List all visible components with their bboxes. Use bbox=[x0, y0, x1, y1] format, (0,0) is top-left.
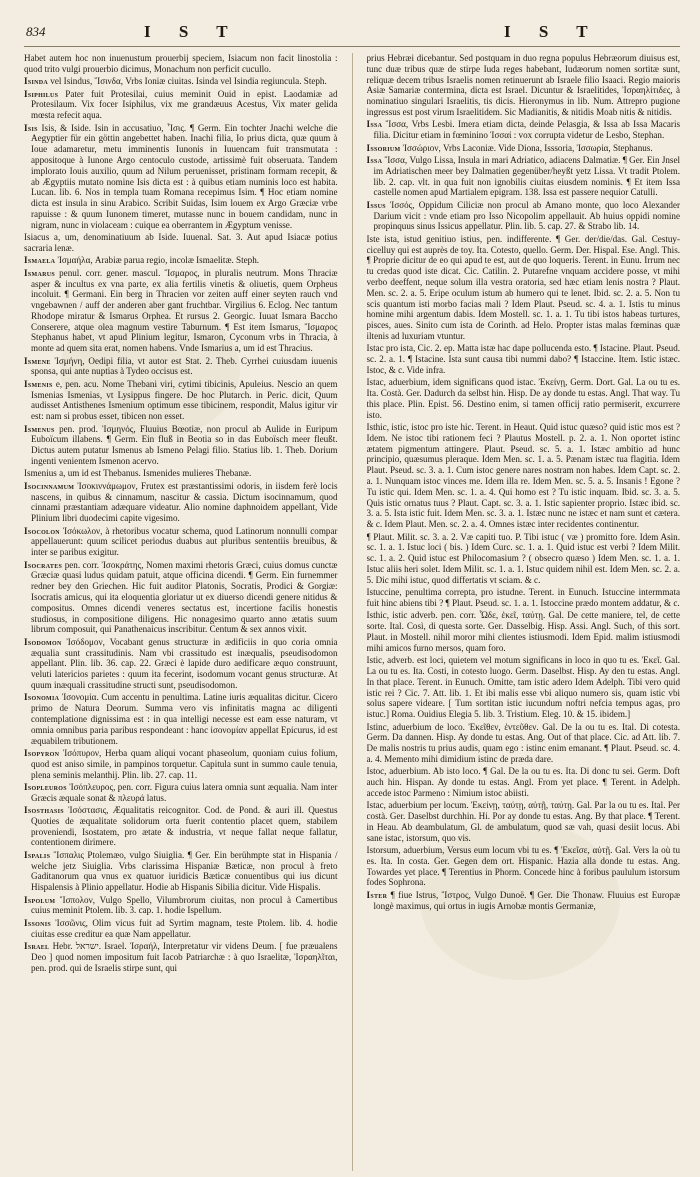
entry-headword: Isocolon bbox=[24, 525, 60, 536]
entry-text: Ἰσόδομον, Vocabant genus structuræ in ædificiis in quo coria omnia æqualia sunt crassitudinis. Nam vbi crassitudo est inæqualis, pseudisodomon appellant. Plin. lib. 36. cap. 22. Græci è lapide duro aedificare æquo construunt, veluti latericios parietes : quum ita fecerint, isodomum vocant genus structuræ. At quum inæquali crassitudine structi sunt, pseudisodomon. bbox=[31, 636, 338, 690]
dictionary-entry bbox=[24, 89, 338, 121]
entry-text: Istinc, aduerbium de loco. Ἐκεῖθεν, ἐντεῦθεν. Gal. De la ou tu es. Ital. Di cotesta. Germ. Da dannen. Hisp. Ay donde tu estas. Ang. Out of that place. Cic. ad Att. lib. 7. De malis nostris tu prius audis, quam ego : istinc enim emanant. ¶ Plaut. Pseud. sc. 4. a. 4. Memento mihi dimidium istinc de præda dare. bbox=[366, 721, 681, 764]
dictionary-entry bbox=[24, 356, 338, 378]
dictionary-entry bbox=[367, 845, 681, 888]
entry-text: Ἴσσα, Vulgo Lissa, Insula in mari Adriatico, adiacens Dalmatiæ. ¶ Ger. Ein Jnsel im Adriatischen meer bey Dalmatien gegenüber/heyßt yetz Lissa. Vt tradit Ptolem. lib. 2. cap. vlt. in qua fuit non ignobilis ciuitas eiusdem nominis. ¶ Et item Issa castelle nomen apud Martialem epigram. 138. Issa est passere nequior Catulli. bbox=[373, 154, 681, 198]
entry-text: Ἰσσός, Oppidum Ciliciæ non procul ab Amano monte, quo loco Alexander Darium vicit : vnde etiam pro Isso Nicopolim appellauit. Ab huius oppidi nomine propinquus sinus Issicus appellatur. Plin. lib. 5. cap. 27. & Strabo lib. 14. bbox=[373, 199, 681, 232]
entry-headword: Isocinnamum bbox=[24, 480, 75, 491]
entry-text: vel Isindus, Ἴσινδα, Vrbs Ioniæ ciuitas. Isinda vel Isindia regiuncula. Steph. bbox=[50, 76, 327, 87]
dictionary-entry bbox=[24, 424, 338, 467]
dictionary-entry bbox=[367, 119, 681, 141]
entry-headword: Isocrates bbox=[24, 559, 63, 570]
entry-text: Ἰσσώριον, Vrbs Laconiæ. Vide Diona, Isssoria, Ἰσσωρία, Stephanus. bbox=[402, 142, 653, 153]
dictionary-entry bbox=[24, 526, 338, 558]
entry-text: Ἰσόπυρον, Herba quam aliqui vocant phaseolum, quoniam cuius folium, quod est aniso simile, in pampinos torquetur. Capitula sunt in summo caule tenuia, plena seminis melanthij. Plin. lib. 27. cap. 11. bbox=[31, 747, 338, 780]
entry-headword: Isinda bbox=[24, 76, 49, 87]
entry-text: ¶ fiue Istrus, Ἴστρος, Vulgo Dunoë. ¶ Ger. Die Thonaw. Fluuius est Europæ longè maximus, qui ortus in iugis Arnobæ montis Germaniæ, bbox=[373, 889, 681, 911]
right-column bbox=[367, 53, 681, 1171]
entry-headword: Ister bbox=[366, 889, 388, 900]
entry-headword: Ismenis bbox=[24, 378, 53, 389]
entry-headword: Issus bbox=[366, 199, 386, 210]
running-title-right: I S T bbox=[504, 22, 600, 41]
entry-text: Iste ista, istud genitiuo istius, pen. indifferente. ¶ Ger. der/die/das. Gal. Cestuy-cicelluy qui est auprès de toy. Ita. Cotesto, quello. Germ. Der. Hispal. Ese. Angl. This. ¶ Proprie dicitur de eo qui apud te est, aut de quo loqueris. Terent. in Eunu. Irrum nec tu credas quod iste dicat. Cic. Catilin. 2. Putarefne vnquam accidere posse, vt mihi verbo deeffent, neque solum illa vestra oratoria, sed hæc etiam lenis nostra ? Plaut. Men. sc. 2. a. 5. Eripe oculum istum ab humero qui te lenet. Ibid. sc. 2. a. 5. Non tu scis quantum isti morbo facias mali ? Idem Plaut. Pseud. sc. 4. a. 1. Istis tu minus homine mihi argentum dabis. Idem Mostell. sc. 1. a. 1. Tu tibi istos habeas turtures, pisces, aues. Sinito cum ista de Corinth. ad Helo. Propter istas malas fœminas quæ iltenis ad luxuriam vtuntur. bbox=[366, 233, 681, 341]
entry-text: Istac, aduerbium, idem significans quod istac. Ἐκείνῃ, Germ. Dort. Gal. La ou tu es. Ita. Costà. Ger. Dadurch da selbst hin. Hisp. De ay donde tu estas. Angl. That way. Tu this place. Plin. Epist. 56. Destino enim, si tamen officij ratio permiserit, excurrere isto. bbox=[366, 377, 681, 420]
dictionary-entry bbox=[24, 232, 338, 254]
entry-headword: Issorium bbox=[366, 142, 401, 153]
dictionary-entry bbox=[24, 53, 338, 75]
dictionary-entry bbox=[24, 895, 338, 917]
dictionary-entry bbox=[24, 637, 338, 691]
text-columns bbox=[24, 53, 680, 1171]
entry-text: e, pen. acu. Nome Thebani viri, cytimi tibicinis, Apuleius. Nescio an quem Ismenias Ismenias, vt Lysippus fingere. De hoc Plutarch. in Peric. dicit, Quum audisset Antisthenes Ismenium optimum esse tibicinem, respondit, Malus igitur vir est: nam si probus esset, tibicen non esset. bbox=[31, 378, 338, 422]
dictionary-entry bbox=[367, 800, 681, 843]
dictionary-entry bbox=[24, 379, 338, 422]
column-fade bbox=[24, 1155, 338, 1171]
dictionary-entry bbox=[367, 234, 681, 342]
entry-headword: Ismenus bbox=[24, 423, 55, 434]
entry-headword: Issa bbox=[366, 119, 383, 130]
entry-text: prius Hebræi dicebantur. Sed postquam in duo regna populus Hebræorum diuisus est, tunc duæ tribus quæ de stirpe Iuda reges habebant, Iudæorum nomen sortitæ sunt, reliquæ decem tribus Israelis nomen retinuerunt ab Israele filio Isaaci. Regio maioris Asiæ Samariæ contermina, dicta est Israel. Dicuntur & Israelitides, Ἰσραηλίτιδες, à nominatiuo singulari Israelitis, tis dicis. Hieronymus in lib. Num. Attrepro pugione ingressus est post virum Israelitidem. Sic Madianitis, & nitidis Moab nitis & nitidis. bbox=[366, 53, 681, 117]
dictionary-entry bbox=[24, 468, 338, 479]
dictionary-entry bbox=[367, 722, 681, 765]
entry-headword: Isonomia bbox=[24, 692, 60, 703]
dictionary-entry bbox=[367, 532, 681, 586]
entry-text: Istac pro ista, Cic. 2. ep. Matta istæ hac dape pollucenda esto. ¶ Istacine. Plaut. Pseud. sc. 2. a. 1. ¶ Istacine. Ista sunt causa tibi nummi dabo? ¶ Istaccine. Item. Istic istæc. Istoc, & c. Vide infra. bbox=[366, 343, 681, 375]
dictionary-entry bbox=[24, 941, 338, 973]
dictionary-entry bbox=[24, 850, 338, 893]
dictionary-entry bbox=[367, 377, 681, 420]
entry-text: pen. corr. Ἰσοκράτης, Nomen maximi rhetoris Græci, cuius domus cunctæ Græciæ quasi ludus quidam patuit, atque officina dicendi. ¶ Germ. Ein furnemmer redner bey den Griechen. Hic fuit auditor Platonis, Socratis, Prodici & Gorgiæ: Isocratis amicus, qui ita eloquentia gloriatur ut ex diuerso dicendi genere nitidus & compositus. Omnes dicendi veneres sectatus est, incertione facilis honestis studiosus, in compositione diligens. Hic nonagesimo quarto anno ætatis suum librum composuit, qui Panathenaicus inscribitur. Centum & sex annos vixit. bbox=[31, 559, 338, 635]
running-head bbox=[24, 22, 680, 47]
dictionary-entry bbox=[24, 481, 338, 524]
dictionary-entry bbox=[24, 268, 338, 354]
entry-text: Ἰσσῶνις, Olim vicus fuit ad Syrtim magnam, teste Ptolem. lib. 4. hodie ciuitas esse creditur ea quæ Nam appellatur. bbox=[31, 917, 338, 939]
entry-text: Istorsum, aduerbium, Versus eum locum vbi tu es. ¶ Ἐκεῖσε, αὐτῇ. Gal. Vers la où tu es. Ita. In costa. Ger. Gegen dem ort. Hispanic. Hazia alla donde tu estas. Ang. Towardes yet place. ¶ Terentius in Phorm. Concede hinc à foribus paululum istorsum fodes Sophrona. bbox=[366, 845, 681, 888]
entry-text: Isiacus a, um, denominatiuum ab Iside. Iuuenal. Sat. 3. Aut apud Isiacæ potius sacraria lenæ. bbox=[24, 232, 338, 253]
running-title-left: I S T bbox=[144, 22, 240, 41]
entry-text: ¶ Plaut. Milit. sc. 3. a. 2. Væ capiti tuo. P. Tibi istuc ( væ ) promitto fore. Idem Asin. sc. 1. a. 1. Istuc loci ( bis. ) Idem Curc. sc. 1. a. 1. Quid istuc est verbi ? Idem Milit. sc. 1. a. 2. Quid istuc est Philocomasium ? ( obsecro quæso ) Idem Men. sc. 1. a. 1. Istuc aliis heri solet. Idem Milit. sc. 1. a. 1. Istuc quidem nihil est. Idem Men. sc. 2. a. 5. Dic mihi istuc, quod differtatis vt sciam. & c. bbox=[366, 531, 681, 585]
dictionary-entry bbox=[367, 143, 681, 154]
entry-text: Ἰσονομία. Cum accentu in penultima. Latine iuris æqualitas dicitur. Cicero primo de Natura Deorum. Summa vero vis infinitatis magna ac diligenti contemplatione dignissima est : in qua intelligi necesse est eam esse naturam, vt omnia omnibus paria paribus respondeant : hanc ἰσονομίαν appellat Epicurus, id est æquabilem tributionem. bbox=[31, 692, 338, 746]
entry-headword: Ismene bbox=[24, 355, 51, 366]
entry-text: Pater fuit Protesilai, cuius meminit Ouid in epist. Laodamiæ ad Protesilaum. Vix focer Isiphilus, vix me grandæuus Acestus, Vix mater gelida mœsta refecit aqua. bbox=[31, 88, 338, 121]
dictionary-entry bbox=[24, 123, 338, 231]
dictionary-entry bbox=[367, 53, 681, 118]
entry-headword: Israel bbox=[24, 941, 50, 952]
entry-headword: Ispolum bbox=[24, 894, 56, 905]
entry-text: Isis, & Iside. Isin in accusatiuo, Ἶσις. ¶ Germ. Ein tochter Jnachi welche die Aegyptier für ein göttin angebettet haben. Inachi filia, Io prius dicta, quæ quum à Ioue adamaretur, metu imminentis Iunonis in Iuuencam fuit transmutata : appositoque à Iunone Argo centoculo custode, artissimè fuit obseruata. Tandem implorato Iouis auxilio, quum ad Nilum peruenisset, pristinam formam recepit, & ab Ægyptiis mutato nomine Isis dicta est : à quibus etiam numinis loco est habita. Lucan. lib. 6. Nos in templa tuam Romana recepimus Isim. ¶ Hoc etiam nomine dicta est insula in sinu Arabico. Scribit Suidas, Isim louem ex Argo Græciæ vrbe rapuisse : & quum Iunonem timeret, mutasse nunc in bouem candidam, nunc in nigram, nunc in violaceam : cuique ea oberrantem in Ægyptum venisse. bbox=[31, 122, 338, 230]
entry-text: Habet autem hoc non inuenustum prouerbij speciem, Isiacum non facit linostolia : quod trito vulgi prouerbio dicimus, Monachum non perficit cucullo. bbox=[24, 53, 338, 74]
dictionary-entry bbox=[24, 805, 338, 848]
entry-headword: Isosthasis bbox=[24, 805, 64, 816]
column-fade bbox=[367, 1155, 681, 1171]
entry-text: Istac, aduerbium per locum. Ἐκείνῃ, ταύτῃ, αὐτῇ, ταύτῃ. Gal. Par la ou tu es. Ital. Per costà. Ger. Daselbst durchhin. Hi. Por ay donde tu estas. Ang. By that place. ¶ Terent. in Heau. Ab deambulatum, Gl. de ambulatum, quod sæ vah, quasi desiit locus. Abi sane istac, istorsum, quo vis. bbox=[366, 800, 681, 843]
page-number: 834 bbox=[26, 24, 46, 39]
dictionary-entry bbox=[367, 766, 681, 798]
dictionary-entry bbox=[24, 255, 338, 266]
column-rule bbox=[352, 53, 353, 1171]
entry-text: Ἴσπολον, Vulgo Spello, Vilumbrorum ciuitas, non procul à Camertibus cuius meminit Ptolem. lib. 3. cap. 1. hodie Ispellum. bbox=[31, 894, 338, 916]
entry-headword: Isodomon bbox=[24, 636, 62, 647]
entry-headword: Isis bbox=[24, 122, 38, 133]
dictionary-entry bbox=[367, 343, 681, 375]
dictionary-entry bbox=[24, 782, 338, 804]
dictionary-entry bbox=[367, 890, 681, 912]
dictionary-entry bbox=[367, 200, 681, 232]
dictionary-entry bbox=[24, 918, 338, 940]
dictionary-entry bbox=[367, 610, 681, 653]
entry-text: Ismenius a, um id est Thebanus. Ismenides mulieres Thebanæ. bbox=[24, 468, 252, 479]
dictionary-entry bbox=[24, 560, 338, 636]
entry-headword: Isiphilus bbox=[24, 88, 59, 99]
dictionary-entry bbox=[367, 422, 681, 530]
dictionary-entry bbox=[367, 587, 681, 609]
dictionary-entry bbox=[367, 155, 681, 198]
entry-text: Istic, adverb. est loci, quietem vel motum significans in loco in quo tu es. Ἐκεῖ. Gal. La ou tu es. Ita. Costi, in cotesto luogo. Germ. Daselbst. Hisp. Ay den tu estas. Angl. In that place. Terent. in Eunuch. Omitte, tam istic adero Idem Adelph. Tibi vero quid istic rei ? Cic. 7. Att. lib. 1. Et ibi malis esse vbi aliquo numero sis, quam istic vbi solus sapere videare. [ Tum sortitan istic iucundum noftri nefcia tempus agas, pro istuc.] Roma. Ouidius Elegia 5. lib. 3. Tristium. Eleg. 10. & 15. ibidem.] bbox=[366, 655, 681, 720]
entry-headword: Isopyron bbox=[24, 747, 60, 758]
entry-text: pen. prod. Ἰσμηνός, Fluuius Bœotiæ, non procul ab Aulide in Euripum Euboïcum illabens. ¶ Germ. Ein fluß in Beotia so in das Euboïsch meer fleußt. Dictus autem putatur Ismenus ab Ismeno Pelagi filio. Statius lib. 1. Theb. Dorium ingenti venientem Ismenon acervo. bbox=[31, 423, 338, 467]
entry-text: Ἰσμαήλα, Arabiæ parua regio, incolæ Ismaelitæ. Steph. bbox=[57, 255, 260, 266]
entry-text: Ἵσπαλις Ptolemæo, vulgo Siuiglia. ¶ Ger. Ein berühmpte stat in Hispania / welche jetz Siuiglia. Vrbs clarissima Hispaniæ Bæticæ, non procul à freto Gaditanorum qua vnus ex quatuor iuridicis Bæticæ conuentibus qui ius dicunt Hispalensis à Plinio appellatur. Hodie ab Hispanis Sibilia dicitur. Vide Hispalis. bbox=[31, 849, 338, 893]
entry-text: Istuccine, penultima correpta, pro istudne. Terent. in Eunuch. Istuccine intermmata fuit hinc abiens tibi ? ¶ Plaut. Pseud. sc. 1. a. 1. Istoccine prædo montem addatur, & c. bbox=[366, 587, 681, 608]
entry-text: Isthic, istic, istoc pro iste hic. Terent. in Heaut. Quid istuc quæso? quid istic mos est ? Idem. Ne istoc tibi rationem feci ? Plautus Mostell. p. 2. a. 1. Non oportet istinc ætatem pigmentum attingere. Plaut. Pseud. sc. 5. a. 1. Istæc ambitio ad hunc principio, quæsumus pleraque. Idem Men. sc. 1. a. 5. Pænam istæc tua flagitia. Idem Plaut. Pseud. sc. 3. a. 1. Cum istoc genere nares nostram non habes. Idem Capt. sc. 2. a. 1. Nunquam istoc vinces me. Idem illa re. Idem Men. sc. 5. a. 5. Insanis ! Egone ? Tu istic qui. Idem Men. sc. 1. a. 4. Qui homo est ? Tu istic inquam. Ibid. sc. 3. a. 5. Quis istic ornatus tuus ? Plaut. Capt. sc. 3. a. 1. Istic sapienter proprio. Istæc ibid. sc. 3. a. 5. Ista istic fuit. Idem Men. sc. 3. a. 1. Istæc nunc ne istæc et nam sunt et cætera. & c. Idem Plaut. Men. sc. 2. a. 4. Omnes istæc inter recidentes continentur. bbox=[366, 422, 681, 530]
entry-headword: Ismaela bbox=[24, 255, 56, 266]
entry-text: penul. corr. gener. mascul. Ἴσμαρος, in pluralis neutrum. Mons Thraciæ asper & incultus ex vna parte, ex alia fertilis vinetis & oliuetis, quem Orpheus incoluit. ¶ Germani. Ein berg in Thracien vor zeiten auff einer seyten rauch vnd vngebawnen / auff der anderen aber gant fruchtbar. Virgilius 6. Eclog. Nec tantum Rhodope miratur & Ismarus Orphea. Et rursus 2. Georgic. Iuuat Ismara Baccho Conserere, atque olea magnum vestire Taburnum. ¶ Est item Ismarus, Ἴσμαρος Stephanus habet, vt apud Plinium legitur, Ismaron, Cyconum vrbs in Thracia, à monte ad quem sita erat, nomen habens. Vnde Ismarius a, um id est Thracius. bbox=[31, 267, 338, 354]
entry-headword: Issonis bbox=[24, 917, 51, 928]
entry-text: Istoc, aduerbium. Ab isto loco. ¶ Gal. De la ou tu es. Ita. Di donc tu sei. Germ. Doft auch hin. Hispan. Ay donde tu estas. Angl. From yet place. ¶ Terent. in Adelph. accede istoc Parmeno : Nimium istoc abiisti. bbox=[366, 766, 681, 798]
entry-text: Ἰσμήνη, Oedipi filia, vt autor est Stat. 2. Theb. Cyrrhei cuiusdam iuuenis sponsa, qui ante nuptias à Tydeo occisus est. bbox=[31, 355, 338, 377]
entry-headword: Issa bbox=[366, 154, 383, 165]
dictionary-entry bbox=[24, 748, 338, 780]
entry-text: Ἰσοκιννάμωμον, Frutex est præstantissimi odoris, in iisdem ferè locis nascens, in quibus & cinnamum, nascitur & cassia. Dictum isocinnamum, quod cinnami præstantiam adæquare videatur. Alio nomine daphnoidem appellant, Vide Plinium libri duodecimi capite vigesimo. bbox=[31, 480, 338, 524]
dictionary-entry bbox=[367, 655, 681, 720]
entry-text: Isthic, istic adverb. pen. corr. Ὧδε, ἐκεῖ, ταύτῃ. Gal. De cette maniere, tel, de cette sorte. Ital. Così, di questa sorte. Ger. Dasselbig. Hisp. Assi. Angl. Such, of this sort. Plaut. in Mostell. nihil moror mihi clientes istiusmodi. Idem Epid. malim istiusmodi mihi amicos furno mersos, quam foro. bbox=[366, 610, 681, 653]
entry-text: Ἴσσα, Vrbs Lesbi. Imera etiam dicta, deinde Pelasgia, & Issa ab Issa Macaris filia. Dicitur etiam in fœminino Ἰσσαί : vox corrupta videtur de Lesbo, Stephan. bbox=[373, 119, 681, 141]
entry-headword: Ismarus bbox=[24, 267, 55, 278]
left-column bbox=[24, 53, 338, 1171]
dictionary-entry bbox=[24, 76, 338, 87]
entry-text: Ἰσόκωλον, à rhetoribus vocatur schema, quod Latinorum nonnulli compar appellauerunt: quum scilicet periodus duabus aut pluribus sententiis breuibus, & inter se paribus exigitur. bbox=[31, 525, 338, 558]
entry-text: Ἰσόπλευρος, pen. corr. Figura cuius latera omnia sunt æqualia. Nam inter Græcis æquale sonat & πλευρά latus. bbox=[31, 781, 338, 803]
dictionary-entry bbox=[24, 692, 338, 746]
entry-headword: Ispalis bbox=[24, 849, 51, 860]
entry-text: Hebr. ישראל. Israel. Ἰσραήλ, Interpretatur vir videns Deum. [ fue præualens Deo ] quod nomen impositum fuit Iacob Patriarchæ : à quo Israelitæ, Ἰσραηλῖται, pen. prod. qui de Israelis stirpe sunt, qui bbox=[31, 941, 338, 973]
entry-text: Ἰσόστασις, Æqualitatis reicognitor. Cod. de Pond. & auri ill. Questus Quoties de æqualitate solidorum orta fuerit contentio placet quem, stabilem proveniendi, Isostatem, pro ætate & industria, vt neque fallat neque fallatur, contentionem dirimere. bbox=[31, 805, 338, 848]
entry-headword: Isopleuros bbox=[24, 781, 67, 792]
